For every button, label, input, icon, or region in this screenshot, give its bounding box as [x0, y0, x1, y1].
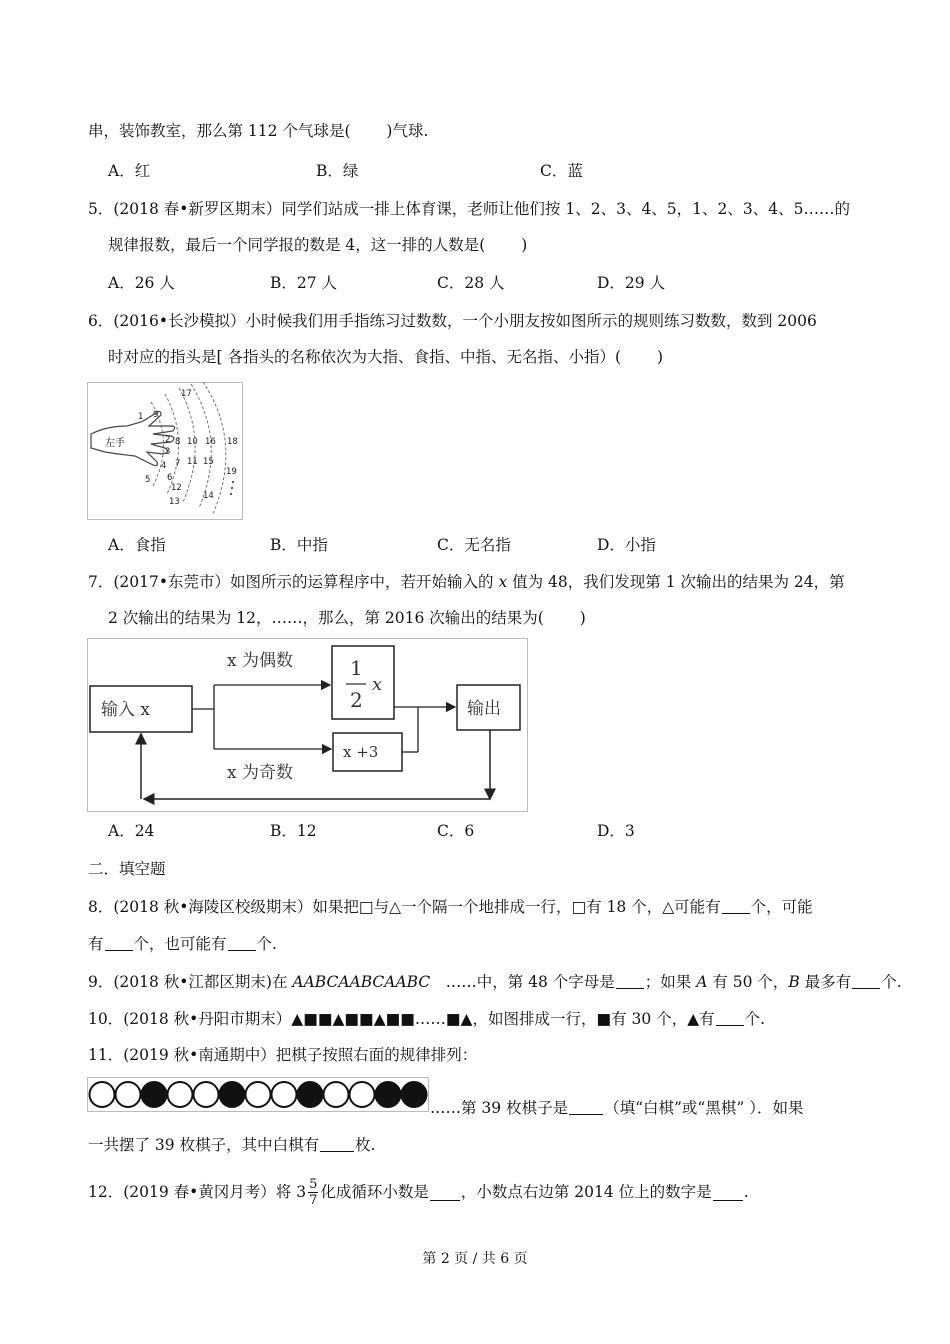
- q6-option-c: C．无名指: [437, 536, 511, 554]
- q7-option-c: C．6: [437, 822, 475, 840]
- white-piece: [324, 1082, 349, 1107]
- white-piece: [194, 1082, 219, 1107]
- q4-text: 串，装饰教室，那么第 112 个气球是( )气球.: [88, 122, 429, 140]
- answer-blank[interactable]: [105, 934, 133, 951]
- count-4: 4: [161, 461, 167, 471]
- q4-option-a: A．红: [108, 162, 151, 180]
- q7-option-b: B．12: [270, 822, 317, 840]
- page-footer: 第 2 页 / 共 6 页: [422, 1251, 528, 1267]
- output-label: 输出: [467, 699, 501, 719]
- answer-blank[interactable]: [713, 1184, 743, 1201]
- plus3-label: x +3: [343, 743, 379, 761]
- even-label: x 为偶数: [227, 651, 293, 671]
- section-heading-fill-in: 二．填空题: [88, 860, 166, 878]
- white-piece: [272, 1082, 297, 1107]
- q7-stem-line1: 7．(2017•东莞市）如图所示的运算程序中，若开始输入的 x 值为 48，我们发现第 1 次输出的结果为 24，第: [88, 573, 845, 591]
- answer-blank[interactable]: [228, 934, 256, 951]
- answer-blank[interactable]: [852, 972, 880, 989]
- q6-stem-line1: 6．(2016•长沙模拟）小时候我们用手指练习过数数，一个小朋友按如图所示的规则练习数数，数到 2006: [88, 312, 817, 330]
- answer-blank[interactable]: [430, 1184, 460, 1201]
- count-18: 18: [227, 437, 238, 447]
- q11-line2: ……第 39 枚棋子是 （填“白棋”或“黑棋” ）．如果: [430, 1099, 804, 1117]
- black-piece: [298, 1082, 323, 1107]
- q5-option-a: A．26 人: [108, 274, 175, 292]
- count-11: 11: [187, 457, 198, 467]
- count-1: 1: [138, 412, 144, 422]
- white-piece: [90, 1082, 115, 1107]
- q11-line1: 11．(2019 秋•南通期中）把棋子按照右面的规律排列：: [88, 1046, 478, 1064]
- hand-label: 左手: [105, 438, 125, 449]
- q8-line1: 8．(2018 秋•海陵区校级期末）如果把□与△一个隔一个地排成一行，□有 18 个，△可能有 个，可能: [88, 898, 813, 916]
- answer-blank[interactable]: [569, 1098, 603, 1115]
- count-2: 2: [165, 435, 171, 445]
- count-14: 14: [203, 491, 214, 501]
- q12-line: 12．(2019 春•黄冈月考）将 3 $\frac{5}{7}$ 化成循环小数是 ，小数点右边第 2014 位上的数字是 .: [88, 1176, 749, 1208]
- half-variable: x: [372, 674, 383, 695]
- count-9: 9: [153, 410, 159, 420]
- count-5: 5: [145, 475, 151, 485]
- input-label: 输入 x: [101, 700, 150, 720]
- black-piece: [142, 1082, 167, 1107]
- q7-option-a: A．24: [108, 822, 155, 840]
- black-piece: [220, 1082, 245, 1107]
- q5-stem-line1: 5．(2018 春•新罗区期末）同学们站成一排上体育课，老师让他们按 1、2、3、4、5，1、2、3、4、5……的: [88, 200, 850, 218]
- black-piece: [376, 1082, 401, 1107]
- finger-counting-figure: [87, 382, 243, 520]
- odd-label: x 为奇数: [227, 763, 293, 783]
- q7-option-d: D．3: [597, 822, 635, 840]
- count-8: 8: [175, 437, 181, 447]
- q8-line2: 有 个，也可能有 个.: [88, 935, 277, 953]
- q7-stem-line2: 2 次输出的结果为 12，……，那么，第 2016 次输出的结果为( ): [108, 609, 586, 627]
- count-12: 12: [171, 483, 182, 493]
- count-7: 7: [175, 459, 181, 469]
- white-piece: [116, 1082, 141, 1107]
- half-box: [332, 646, 394, 719]
- q6-option-d: D．小指: [597, 536, 656, 554]
- count-15: 15: [203, 457, 214, 467]
- count-6: 6: [167, 473, 173, 483]
- answer-blank[interactable]: [616, 972, 644, 989]
- q5-option-b: B．27 人: [270, 274, 338, 292]
- q10-line: 10．(2018 秋•丹阳市期末）▲■■▲■■▲■■……■▲，如图排成一行，■有 30 个，▲有 个.: [88, 1010, 766, 1028]
- count-16: 16: [205, 437, 216, 447]
- q6-option-a: A．食指: [108, 536, 166, 554]
- count-19: 19: [226, 467, 237, 477]
- white-piece: [168, 1082, 193, 1107]
- white-piece: [246, 1082, 271, 1107]
- count-3: 3: [165, 447, 171, 457]
- flowchart-figure: [87, 638, 528, 812]
- q5-option-c: C．28 人: [437, 274, 505, 292]
- q6-option-b: B．中指: [270, 536, 328, 554]
- answer-blank[interactable]: [722, 897, 750, 914]
- count-10: 10: [187, 437, 198, 447]
- q11-line3: 一共摆了 39 枚棋子，其中白棋有 枚.: [88, 1136, 376, 1154]
- q4-option-b: B．绿: [316, 162, 359, 180]
- q4-option-c: C．蓝: [540, 162, 583, 180]
- white-piece: [350, 1082, 375, 1107]
- q9-line: 9．(2018 秋•江都区期末)在 AABCAABCAABC ……中，第 48 个字母是 ；如果 A 有 50 个，B 最多有 个.: [88, 973, 902, 991]
- half-numerator: 1: [350, 656, 363, 680]
- answer-blank[interactable]: [320, 1135, 354, 1152]
- answer-blank[interactable]: [716, 1009, 744, 1026]
- chess-pieces-row: [87, 1077, 429, 1112]
- q5-option-d: D．29 人: [597, 274, 666, 292]
- q6-stem-line2: 时对应的指头是[ 各指头的名称依次为大指、食指、中指、无名指、小指）( ): [108, 348, 663, 366]
- black-piece: [402, 1082, 427, 1107]
- q5-stem-line2: 规律报数，最后一个同学报的数是 4，这一排的人数是( ): [108, 236, 528, 254]
- count-13: 13: [169, 497, 180, 507]
- mixed-fraction: $\frac{5}{7}$: [309, 1176, 318, 1208]
- half-denominator: 2: [350, 688, 363, 712]
- count-17: 17: [181, 389, 192, 399]
